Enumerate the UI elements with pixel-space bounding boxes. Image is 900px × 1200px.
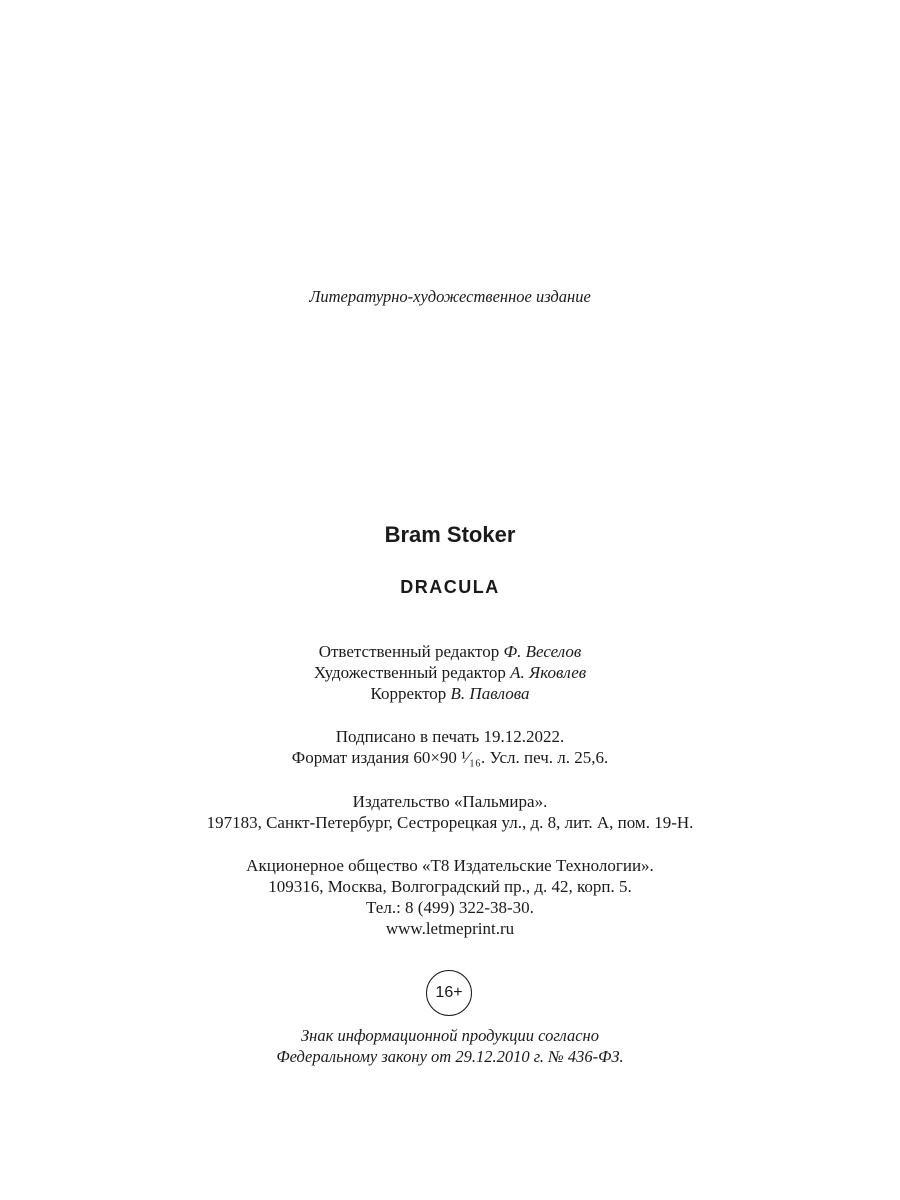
- credit-person: Ф. Веселов: [503, 642, 582, 661]
- signed-to-print: Подписано в печать 19.12.2022.: [335, 727, 565, 746]
- credit-role: Ответственный редактор: [318, 642, 504, 661]
- book-title: DRACULA: [400, 577, 500, 597]
- info-notice-line1: Знак информационной продукции согласно: [301, 1026, 599, 1045]
- printer-name: Акционерное общество «Т8 Издательские Технологии».: [246, 856, 654, 875]
- credit-line-editor: [0, 642, 900, 662]
- author-name: Bram Stoker: [384, 522, 516, 547]
- edition-type: Литературно-художественное издание: [309, 287, 591, 306]
- publisher-name: Издательство «Пальмира».: [352, 792, 548, 811]
- credit-line-proofreader: [0, 684, 900, 704]
- credit-role: Корректор: [370, 684, 451, 703]
- printer-phone: Тел.: 8 (499) 322-38-30.: [366, 898, 534, 917]
- credit-role: Художественный редактор: [313, 663, 511, 682]
- credit-person: А. Яковлев: [510, 663, 587, 682]
- age-rating-badge: 16+: [426, 970, 472, 1016]
- printer-address: 109316, Москва, Волгоградский пр., д. 42, корп. 5.: [268, 877, 632, 896]
- edition-format: Формат издания 60×90 ¹⁄₁₆. Усл. печ. л. 25,6.: [291, 748, 609, 767]
- credit-line-art-editor: [0, 663, 900, 683]
- printer-website: www.letmeprint.ru: [385, 919, 515, 938]
- publisher-address: 197183, Санкт-Петербург, Сестрорецкая ул., д. 8, лит. А, пом. 19-Н.: [206, 813, 694, 832]
- credit-person: В. Павлова: [450, 684, 530, 703]
- info-notice-line2: Федеральному закону от 29.12.2010 г. № 436-ФЗ.: [276, 1047, 624, 1066]
